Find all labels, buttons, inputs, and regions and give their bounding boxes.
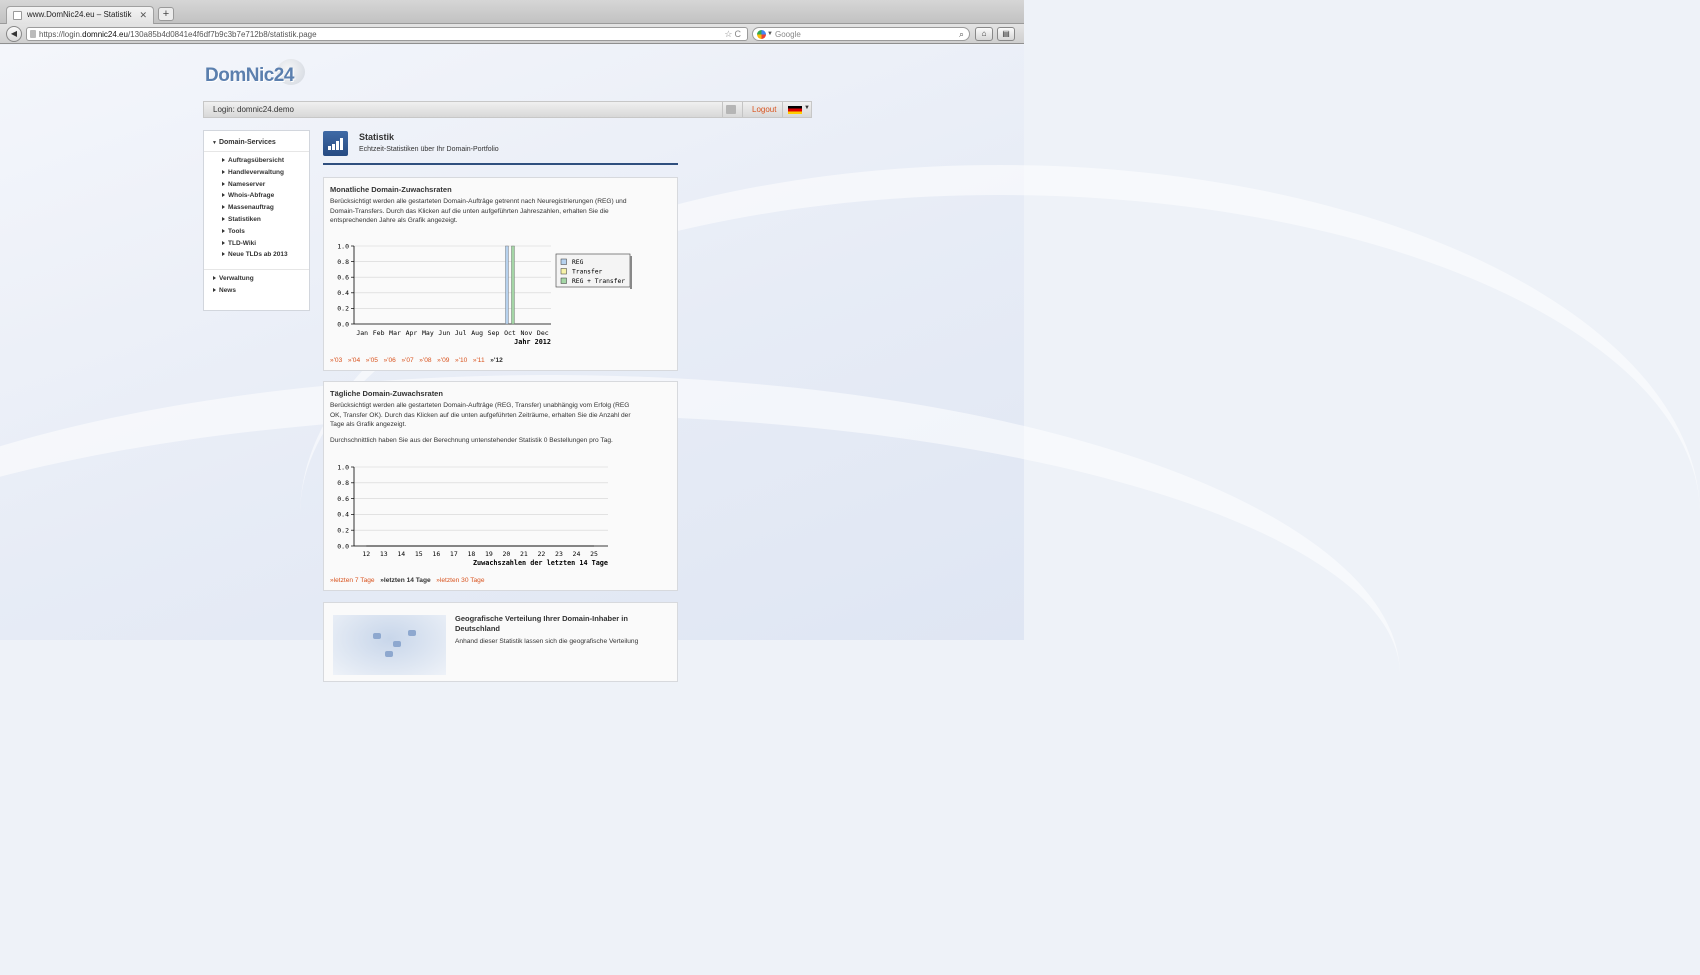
legend-label: REG <box>572 259 584 266</box>
home-button[interactable]: ⌂ <box>975 27 993 41</box>
range-link[interactable]: »letzten 30 Tage <box>436 577 485 584</box>
y-tick-label: 0.0 <box>337 542 349 551</box>
bookmark-star-icon[interactable]: ☆ <box>724 29 735 39</box>
daily-desc-line: OK, Transfer OK). Durch das Klicken auf die unten aufgeführten Zeiträume, erhalten Sie die Anzahl der <box>330 411 631 419</box>
daily-desc-line: Berücksichtigt werden alle gestarteten Domain-Aufträge (REG, Transfer) unabhängig vom Erfolg (REG <box>330 402 630 409</box>
sidebar-item[interactable] <box>222 216 309 228</box>
search-placeholder: Google <box>775 30 801 39</box>
expanded-triangle-icon: ▼ <box>212 140 217 146</box>
back-button[interactable]: ◀ <box>6 26 22 42</box>
chevron-right-icon <box>222 252 225 256</box>
url-actions <box>724 28 743 41</box>
range-links <box>330 577 490 584</box>
sidebar-item[interactable] <box>222 251 309 263</box>
geo-text: Anhand dieser Statistik lassen sich die geografische Verteilung <box>455 638 639 645</box>
sidebar-item-label: Handleverwaltung <box>228 168 284 176</box>
year-link[interactable]: »'09 <box>437 357 450 364</box>
browser-tabbar <box>0 0 1024 24</box>
monthly-title: Monatliche Domain-Zuwachsraten <box>330 185 452 194</box>
y-tick-label: 1.0 <box>337 463 349 472</box>
chevron-right-icon <box>222 170 225 174</box>
y-tick-label: 0.0 <box>337 320 349 329</box>
legend-swatch <box>561 269 567 275</box>
sidebar-other-items <box>204 269 309 299</box>
sidebar-item[interactable] <box>222 240 309 252</box>
chevron-right-icon <box>222 193 225 197</box>
sidebar-item-label: Whois-Abfrage <box>228 192 275 200</box>
language-caret-icon[interactable]: ▼ <box>804 105 810 111</box>
y-tick-label: 0.8 <box>337 257 349 266</box>
sidebar-item-label: Massenauftrag <box>228 204 274 212</box>
year-link[interactable]: »'03 <box>330 357 343 364</box>
magnifier-icon[interactable]: ⌕ <box>958 29 964 39</box>
x-tick-label: 22 <box>537 550 546 558</box>
x-axis-label: Zuwachszahlen der letzten 14 Tage <box>472 559 608 567</box>
chevron-right-icon <box>222 217 225 221</box>
range-link[interactable]: »letzten 14 Tage <box>380 577 431 584</box>
year-link[interactable]: »'06 <box>383 357 396 364</box>
search-input[interactable] <box>752 27 970 41</box>
logo[interactable] <box>205 59 305 93</box>
login-bar <box>203 101 812 118</box>
sidebar-item-label: Neue TLDs ab 2013 <box>228 251 288 259</box>
x-tick-label: Feb <box>372 329 385 337</box>
tab-title: www.DomNic24.eu – Statistik <box>27 10 132 19</box>
page-subtitle: Echtzeit-Statistiken über Ihr Domain-Portfolio <box>359 146 499 153</box>
x-tick-label: 24 <box>572 550 581 558</box>
chevron-right-icon <box>222 182 225 186</box>
year-link[interactable]: »'05 <box>365 357 378 364</box>
legend-swatch <box>561 259 567 265</box>
sidebar-item[interactable] <box>222 192 309 204</box>
daily-desc-line: Tage als Grafik angezeigt. <box>330 421 407 428</box>
monthly-desc-line: Berücksichtigt werden alle gestarteten Domain-Aufträge getrennt nach Neuregistrierungen (REG) und <box>330 198 627 205</box>
sidebar-head-label: Domain-Services <box>218 139 276 146</box>
logo-text: DomNic24 <box>205 65 294 86</box>
browser-tab[interactable] <box>6 6 154 24</box>
sidebar-item[interactable] <box>222 169 309 181</box>
new-tab-button[interactable]: + <box>158 7 174 21</box>
browser-navbar <box>0 24 1024 44</box>
y-tick-label: 0.2 <box>337 304 349 313</box>
sidebar-item-label: Tools <box>228 227 245 235</box>
x-axis-label: Jahr 2012 <box>514 338 551 346</box>
sidebar-item-label: Nameserver <box>228 180 266 188</box>
daily-panel <box>323 381 678 591</box>
legend-label: REG + Transfer <box>572 278 626 285</box>
sidebar-item-label: Verwaltung <box>219 275 254 283</box>
chevron-right-icon <box>213 276 216 280</box>
x-tick-label: Aug <box>471 329 483 337</box>
sidebar-item[interactable] <box>213 275 309 287</box>
x-tick-label: Apr <box>405 329 418 337</box>
sidebar-item-label: TLD-Wiki <box>228 239 257 247</box>
message-icon[interactable] <box>726 105 736 114</box>
daily-title: Tägliche Domain-Zuwachsraten <box>330 389 443 398</box>
page-title: Statistik <box>359 132 395 142</box>
divider <box>782 102 783 117</box>
x-tick-label: 18 <box>467 550 476 558</box>
sidebar-toggle-button[interactable]: ▤ <box>997 27 1015 41</box>
sidebar <box>203 130 310 311</box>
bar <box>511 246 514 324</box>
geo-panel <box>323 602 678 682</box>
x-tick-label: Jul <box>454 329 467 337</box>
chevron-right-icon <box>222 229 225 233</box>
x-tick-label: Nov <box>520 329 533 337</box>
divider <box>722 102 723 117</box>
x-tick-label: Jan <box>356 329 369 337</box>
daily-chart <box>324 462 644 574</box>
x-tick-label: 23 <box>555 550 563 558</box>
google-icon <box>757 30 766 39</box>
year-link[interactable]: »'12 <box>490 357 503 364</box>
bar <box>505 246 508 324</box>
year-link[interactable]: »'04 <box>347 357 361 364</box>
x-tick-label: 14 <box>397 550 406 558</box>
y-tick-label: 0.6 <box>337 494 349 503</box>
year-link[interactable]: »'08 <box>419 357 432 364</box>
range-link[interactable]: »letzten 7 Tage <box>330 577 375 584</box>
divider <box>742 102 743 117</box>
chevron-right-icon <box>222 158 225 162</box>
year-link[interactable]: »'07 <box>401 357 414 364</box>
search-engine-caret-icon[interactable]: ▼ <box>767 31 773 37</box>
sidebar-item-label: Auftragsübersicht <box>228 157 284 164</box>
germany-map-image[interactable] <box>333 615 446 675</box>
sidebar-item-label: Statistiken <box>228 215 261 223</box>
sidebar-item[interactable] <box>222 157 309 169</box>
legend-label: Transfer <box>572 268 603 276</box>
favicon-icon <box>13 11 22 20</box>
y-tick-label: 0.2 <box>337 526 349 535</box>
y-tick-label: 0.8 <box>337 479 349 488</box>
logout-link[interactable]: Logout <box>752 105 777 114</box>
title-divider <box>323 163 678 165</box>
reload-icon[interactable]: C <box>734 29 743 39</box>
x-tick-label: 12 <box>362 550 371 558</box>
geo-title-line: Deutschland <box>455 624 501 633</box>
sidebar-item-label: News <box>219 287 236 295</box>
y-tick-label: 0.6 <box>337 273 349 282</box>
monthly-desc-line: Domain-Transfers. Durch das Klicken auf die unten aufgeführten Jahreszahlen, erhalten Sie die <box>330 207 609 215</box>
x-tick-label: Dec <box>536 329 549 337</box>
x-tick-label: 17 <box>449 550 458 558</box>
sidebar-subitems <box>204 152 309 265</box>
legend-shadow <box>630 256 632 289</box>
x-tick-label: Jun <box>438 329 451 337</box>
chevron-right-icon <box>222 241 225 245</box>
geo-title-line: Geografische Verteilung Ihrer Domain-Inhaber in <box>455 614 628 623</box>
x-tick-label: 13 <box>379 550 388 558</box>
legend-swatch <box>561 278 567 284</box>
x-tick-label: 20 <box>502 550 511 558</box>
page <box>0 45 1024 645</box>
chevron-right-icon <box>213 288 216 292</box>
url-host: domnic24.eu <box>82 30 128 39</box>
x-tick-label: Sep <box>487 329 500 337</box>
year-link[interactable]: »'11 <box>472 357 485 364</box>
x-tick-label: Oct <box>504 329 516 337</box>
x-tick-label: Mar <box>389 329 401 337</box>
close-tab-icon[interactable]: ✕ <box>139 10 147 20</box>
x-tick-label: May <box>422 329 434 337</box>
sidebar-item[interactable] <box>222 228 309 240</box>
x-tick-label: 25 <box>590 550 598 558</box>
year-link[interactable]: »'10 <box>455 357 468 364</box>
germany-flag-icon[interactable] <box>788 106 802 114</box>
y-tick-label: 0.4 <box>337 510 349 519</box>
chevron-right-icon <box>222 205 225 209</box>
x-tick-label: 19 <box>484 550 493 558</box>
year-links <box>330 357 508 364</box>
x-tick-label: 21 <box>520 550 528 558</box>
daily-average-text: Durchschnittlich haben Sie aus der Berechnung untenstehender Statistik 0 Bestellungen pro Tag. <box>330 436 613 444</box>
monthly-desc-line: entsprechenden Jahre als Grafik angezeigt. <box>330 217 458 224</box>
x-tick-label: 15 <box>414 550 423 558</box>
url-path: /130a85b4d0841e4f6df7b9c3b7e712b8/statistik.page <box>127 30 317 39</box>
monthly-panel <box>323 177 678 371</box>
monthly-chart <box>324 241 644 356</box>
lock-icon <box>30 30 36 38</box>
login-label: Login: domnic24.demo <box>213 105 294 114</box>
sidebar-item[interactable] <box>213 287 309 299</box>
x-tick-label: 16 <box>432 550 441 558</box>
geo-title <box>455 614 655 634</box>
address-bar[interactable] <box>26 27 748 41</box>
url-scheme: https://login. <box>39 30 83 39</box>
statistics-icon <box>323 131 348 156</box>
sidebar-item[interactable] <box>222 204 309 216</box>
y-tick-label: 0.4 <box>337 289 349 298</box>
sidebar-item[interactable] <box>222 181 309 193</box>
sidebar-head[interactable] <box>204 131 309 152</box>
y-tick-label: 1.0 <box>337 242 349 251</box>
